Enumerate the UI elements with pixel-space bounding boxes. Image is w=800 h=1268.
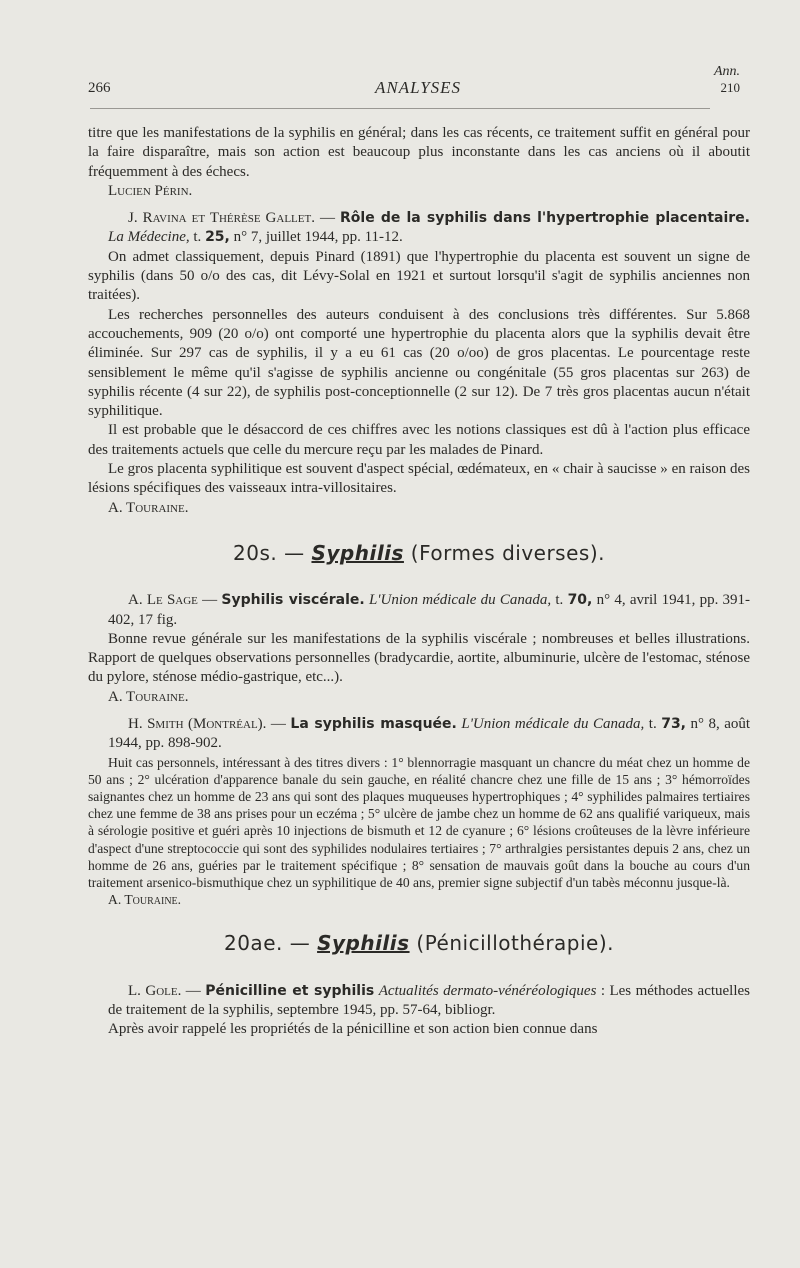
author: A. Le Sage (128, 592, 198, 609)
bibliographic-reference (88, 715, 750, 754)
abstract-paragraph: On admet classiquement, depuis Pinard (1891) que l'hypertrophie du placenta est souvent un signe de syphilis (dans 50 o/o des cas, dit Lévy-Solal en 1921 et surtout lorsqu'il s'agit de syphilis anciennes non traitées). (88, 248, 750, 304)
journal-abbreviation: Ann. (713, 64, 740, 79)
section-dash: — (289, 931, 311, 956)
bibliographic-reference (88, 982, 750, 1021)
abstract-entry (88, 591, 750, 707)
dash: — (270, 716, 286, 733)
section-title: Syphilis (317, 931, 410, 956)
page-number: 266 (88, 80, 111, 96)
article-title: Rôle de la syphilis dans l'hypertrophie placentaire. (340, 210, 751, 227)
dash: — (185, 982, 201, 999)
abstract-paragraph: Il est probable que le désaccord de ces chiffres avec les notions classiques est dû à l'action plus efficace des traitements actuels que celle du mercure reçu par les malades de Pinard. (88, 422, 750, 458)
abstract-entry (88, 715, 750, 908)
volume-number: 210 (720, 80, 740, 95)
section-title: Syphilis (311, 540, 404, 565)
article-title: Pénicilline et syphilis (205, 982, 375, 999)
abstract-entry (88, 209, 750, 518)
issue-details: n° 7, juillet 1944, pp. 11-12. (233, 229, 403, 246)
volume: 73, (661, 716, 687, 733)
journal-name: La Médecine, (108, 229, 190, 246)
intro-paragraph: titre que les manifestations de la syphilis en général; dans les cas récents, ce traitement suffit en général pour la faire disparaître, mais son action est beaucoup plus inconstante dans les cas anciens où il aboutit fréquemment à des échecs. (88, 125, 750, 180)
section-heading (88, 931, 750, 956)
header-divider (90, 108, 710, 109)
abstract-paragraph: Le gros placenta syphilitique est souvent d'aspect spécial, œdémateux, en « chair à saucisse » en raison des lésions spécifiques des vaisseaux intra-villositaires. (88, 461, 750, 497)
section-number: 20ae. (223, 931, 283, 956)
journal-name: Actualités dermato-vénéréologiques (378, 982, 597, 999)
section-number: 20s. (233, 540, 278, 565)
signature: A. Touraine. (108, 892, 182, 908)
section-dash: — (284, 540, 305, 565)
author: H. Smith (Montréal). (128, 716, 267, 733)
bibliographic-reference (88, 209, 750, 248)
volume: 25, (205, 229, 230, 246)
article-title: Syphilis viscérale. (221, 592, 365, 609)
author: L. Gole. (128, 982, 182, 999)
section-heading (88, 540, 750, 565)
abstract-paragraph: Huit cas personnels, intéressant à des titres divers : 1° blennorragie masquant un chancre du méat chez un homme de 50 ans ; 2° ulcération d'apparence banale du sein gauche, en réalité chancre chez une fille de 15 ans ; 3° hémorroïdes saignantes chez un homme de 23 ans qui sont des plaques muqueuses hypertrophiques ; 4° syphilides palmaires tertiaires chez une femme de 38 ans prises pour un eczéma ; 5° ulcère de jambe chez un homme de 62 ans qualifié variqueux, mais à sérologie positive et guéri après 10 injections de bismuth et 12 de cyanure ; 6° lésions croûteuses de la lèvre inférieure d'aspect d'une streptococcie qui sont des syphilides nodulaires tertiaires ; 7° arthralgies persistantes depuis 2 ans, chez un homme de 26 ans, guéries par le traitement spécifique ; 8° sensation de mauvais goût dans la bouche au cours d'un traitement arsenico-bismuthique chez un syphilitique de 40 ans, premier signe subjectif d'un tabès méconnu jusque-là. (88, 754, 750, 891)
abstract-paragraph: Les recherches personnelles des auteurs conduisent à des conclusions très différentes. Sur 5.868 accouchements, 909 (20 o/o) ont comporté une hypertrophie du placenta alors que la syphilis devait être éliminée. Sur 297 cas de syphilis, il y a eu 61 cas (20 o/oo) de gros placentas. Le pourcentage reste sensiblement le même qu'il s'agisse de syphilis ancienne ou congénitale (55 gros placentas sur 263) de syphilis récente (4 sur 22), de syphilis post-conceptionnelle (2 sur 12). De 7 très gros placentas aucun n'était syphilitique. (88, 306, 750, 420)
signature: A. Touraine. (108, 499, 189, 516)
journal-name: L'Union médicale du Canada, (461, 716, 645, 733)
volume: 70, (567, 592, 593, 609)
dash: — (202, 592, 218, 609)
tome-prefix: t. (555, 592, 564, 609)
issue-details: : Les méthodes actuelles de traitement de la syphilis, septembre 1945, pp. 57-64, bibliogr. (108, 982, 751, 1019)
dash: — (319, 210, 335, 227)
tome-prefix: t. (648, 716, 657, 733)
abstract-entry (88, 982, 750, 1040)
page-body (88, 124, 750, 1040)
page-header (88, 66, 748, 106)
issue-details: n° 8, août 1944, pp. 898-902. (108, 716, 751, 752)
journal-name: L'Union médicale du Canada, (368, 592, 552, 609)
section-subtitle: (Pénicillothérapie). (416, 931, 615, 956)
author: J. Ravina et Thérèse Gallet. (128, 210, 315, 227)
bibliographic-reference (88, 591, 750, 630)
running-title: ANALYSES (374, 78, 462, 97)
signature: A. Touraine. (108, 688, 189, 705)
section-subtitle: (Formes diverses). (410, 540, 605, 565)
tome-prefix: t. (193, 229, 202, 246)
signature: Lucien Périn. (108, 182, 193, 199)
abstract-paragraph: Bonne revue générale sur les manifestations de la syphilis viscérale ; nombreuses et belles illustrations. Rapport de quelques observations personnelles (bradycardie, aortite, albuminurie, ulcère de l'estomac, sténose du pylore, sténose médio-gastrique, etc...). (88, 630, 750, 686)
article-title: La syphilis masquée. (290, 716, 457, 733)
issue-details: n° 4, avril 1941, pp. 391-402, 17 fig. (108, 592, 751, 628)
abstract-paragraph: Après avoir rappelé les propriétés de la pénicilline et son action bien connue dans (108, 1021, 598, 1038)
